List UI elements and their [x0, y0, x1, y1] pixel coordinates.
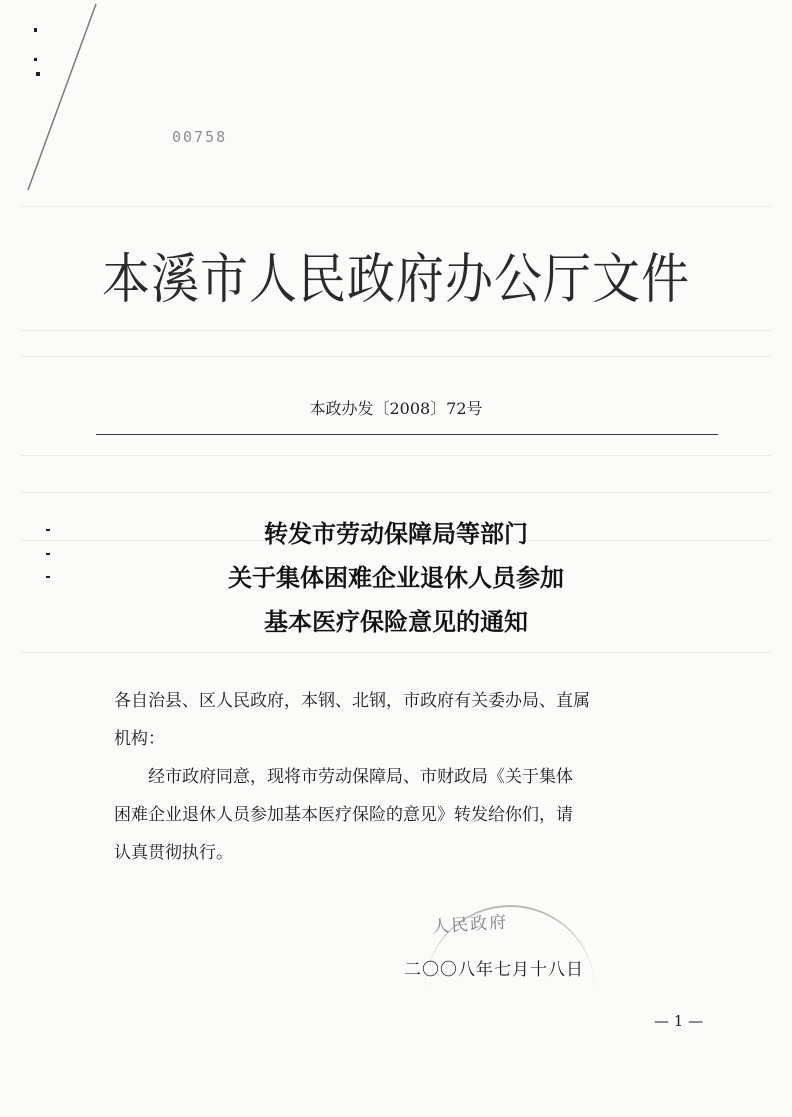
- document-title: [0, 512, 792, 644]
- header-divider: [96, 434, 718, 435]
- page-number: — 1 —: [654, 1012, 704, 1030]
- scan-streak: [20, 356, 772, 357]
- issuer-title: 本溪市人民政府办公厅文件: [101, 248, 690, 311]
- scan-streak: [20, 206, 772, 207]
- title-line: 关于集体困难企业退休人员参加: [228, 564, 564, 592]
- addressee-line: 机构：: [114, 729, 165, 749]
- scan-streak: [20, 455, 772, 456]
- scan-edge-line: [0, 0, 120, 200]
- addressee-line: 各自治县、区人民政府，本钢、北钢，市政府有关委办局、直属: [114, 691, 590, 711]
- body-paragraph-line: 认真贯彻执行。: [114, 843, 233, 863]
- body-paragraph-line: 经市政府同意，现将市劳动保障局、市财政局《关于集体: [148, 767, 573, 787]
- document-number: 本政办发〔2008〕72号: [309, 399, 483, 418]
- title-line: 转发市劳动保障局等部门: [264, 520, 528, 548]
- scan-streak: [20, 330, 772, 331]
- seal-text: 人民政府: [431, 912, 509, 938]
- scan-streak: [20, 492, 772, 493]
- scan-streak: [20, 652, 772, 653]
- body-paragraph-line: 困难企业退休人员参加基本医疗保险的意见》转发给你们，请: [114, 805, 573, 825]
- document-body: [114, 682, 714, 872]
- title-line: 基本医疗保险意见的通知: [264, 608, 528, 636]
- issue-date: 二〇〇八年七月十八日: [404, 960, 584, 980]
- archive-stamp-number: 00758: [172, 128, 228, 146]
